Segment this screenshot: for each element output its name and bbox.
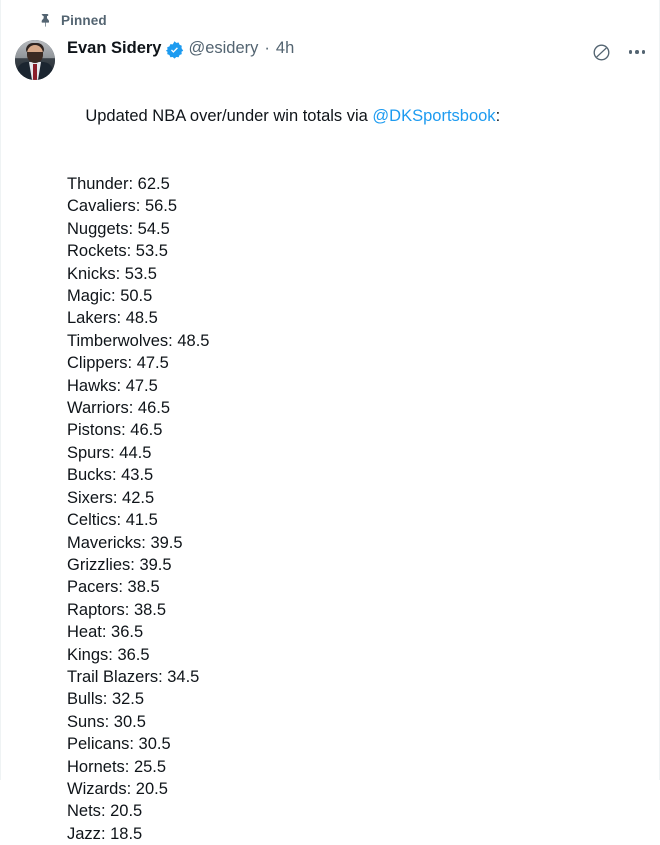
tweet-text-trail: : [495,107,501,125]
grok-icon[interactable] [591,42,611,62]
list-item: Pacers: 38.5 [67,578,160,597]
team-name: Timberwolves [67,331,169,350]
team-total: 18.5 [110,824,143,843]
team-name: Heat [67,623,102,642]
avatar[interactable] [15,40,55,80]
team-total: 38.5 [133,600,167,619]
team-total: 20.5 [110,802,143,821]
separator-dot: · [264,39,270,57]
team-name: Lakers [67,309,117,328]
team-name: Jazz [67,824,101,843]
team-total: 39.5 [150,533,183,552]
timestamp[interactable]: 4h [275,39,295,57]
list-item: Thunder: 62.5 [67,175,170,193]
team-name: Suns [67,712,105,731]
team-total: 46.5 [130,421,163,440]
team-total: 43.5 [121,466,154,485]
team-name: Trail Blazers [67,667,159,686]
tweet-text-lead: Updated NBA over/under win totals via [85,107,373,125]
list-item: Grizzlies: 39.5 [67,555,172,574]
list-item: Trail Blazers: 34.5 [67,667,200,686]
author-handle[interactable]: @esidery [188,39,259,57]
pin-icon [37,12,53,28]
team-name: Clippers [67,354,128,373]
team-name: Pelicans [67,735,130,754]
tweet-text [1,80,659,151]
author-block [55,38,591,58]
team-total: 34.5 [167,667,200,686]
tweet-header [1,36,659,80]
team-totals-list [1,173,659,845]
team-name: Hawks [67,376,117,395]
tweet-actions [591,38,647,62]
team-name: Wizards [67,779,127,798]
team-name: Nuggets [67,219,129,238]
team-total: 53.5 [135,242,168,261]
team-total: 50.5 [120,287,153,306]
team-name: Bulls [67,690,103,709]
team-total: 48.5 [177,331,210,350]
team-name: Pistons [67,421,122,440]
team-total: 47.5 [136,354,169,373]
list-item: Warriors: 46.5 [67,399,171,418]
team-name: Raptors [67,600,125,619]
list-item: Wizards: 20.5 [67,779,168,798]
author-display-name[interactable]: Evan Sidery [67,39,162,57]
list-item: Timberwolves: 48.5 [67,331,210,350]
pinned-indicator [1,0,659,36]
team-name: Spurs [67,443,111,462]
team-name: Sixers [67,488,113,507]
list-item: Kings: 36.5 [67,645,150,664]
team-total: 54.5 [137,219,170,238]
team-total: 56.5 [144,197,178,216]
mention-link-dksportsbook[interactable]: @DKSportsbook [372,107,496,125]
team-total: 32.5 [111,690,145,709]
list-item: Cavaliers: 56.5 [67,197,178,216]
team-total: 47.5 [125,376,158,395]
team-total: 41.5 [125,511,158,530]
team-name: Grizzlies [67,555,131,574]
list-item: Hornets: 25.5 [67,757,167,776]
team-total: 30.5 [138,735,171,754]
list-item: Lakers: 48.5 [67,309,158,328]
list-item: Sixers: 42.5 [67,488,155,507]
list-item: Suns: 30.5 [67,712,146,731]
list-item: Hawks: 47.5 [67,376,158,395]
list-item: Clippers: 47.5 [67,354,169,373]
list-item: Magic: 50.5 [67,287,153,306]
team-name: Pacers [67,578,119,597]
list-item: Knicks: 53.5 [67,264,157,283]
team-name: Nets [67,802,101,821]
list-item: Nuggets: 54.5 [67,219,170,238]
team-total: 42.5 [122,488,155,507]
team-name: Knicks [67,264,116,283]
list-item: Pistons: 46.5 [67,421,163,440]
team-name: Hornets [67,757,125,776]
team-total: 44.5 [119,443,152,462]
list-item: Heat: 36.5 [67,623,144,642]
team-name: Celtics [67,511,117,530]
text-gap [1,151,659,173]
team-name: Magic [67,287,112,306]
pinned-label: Pinned [61,12,107,28]
team-total: 39.5 [139,555,172,574]
team-name: Cavaliers [67,197,136,216]
team-total: 53.5 [124,264,157,283]
list-item: Spurs: 44.5 [67,443,152,462]
team-total: 20.5 [135,779,168,798]
team-total: 62.5 [137,175,170,193]
list-item: Celtics: 41.5 [67,511,158,530]
team-name: Thunder [67,175,129,193]
team-total: 25.5 [133,757,167,776]
team-name: Warriors [67,399,129,418]
more-options-icon[interactable] [627,42,647,62]
team-name: Bucks [67,466,112,485]
list-item: Jazz: 18.5 [67,824,143,843]
list-item: Pelicans: 30.5 [67,735,171,754]
list-item: Nets: 20.5 [67,802,143,821]
list-item: Bucks: 43.5 [67,466,154,485]
team-total: 30.5 [113,712,146,731]
team-total: 36.5 [111,623,144,642]
list-item: Mavericks: 39.5 [67,533,183,552]
verified-badge-icon [165,40,184,59]
team-total: 36.5 [117,645,150,664]
list-item: Rockets: 53.5 [67,242,168,261]
list-item: Raptors: 38.5 [67,600,167,619]
team-name: Kings [67,645,109,664]
list-item: Bulls: 32.5 [67,690,145,709]
team-total: 46.5 [137,399,171,418]
team-total: 38.5 [127,578,160,597]
team-name: Mavericks [67,533,142,552]
team-name: Rockets [67,242,127,261]
team-total: 48.5 [125,309,158,328]
